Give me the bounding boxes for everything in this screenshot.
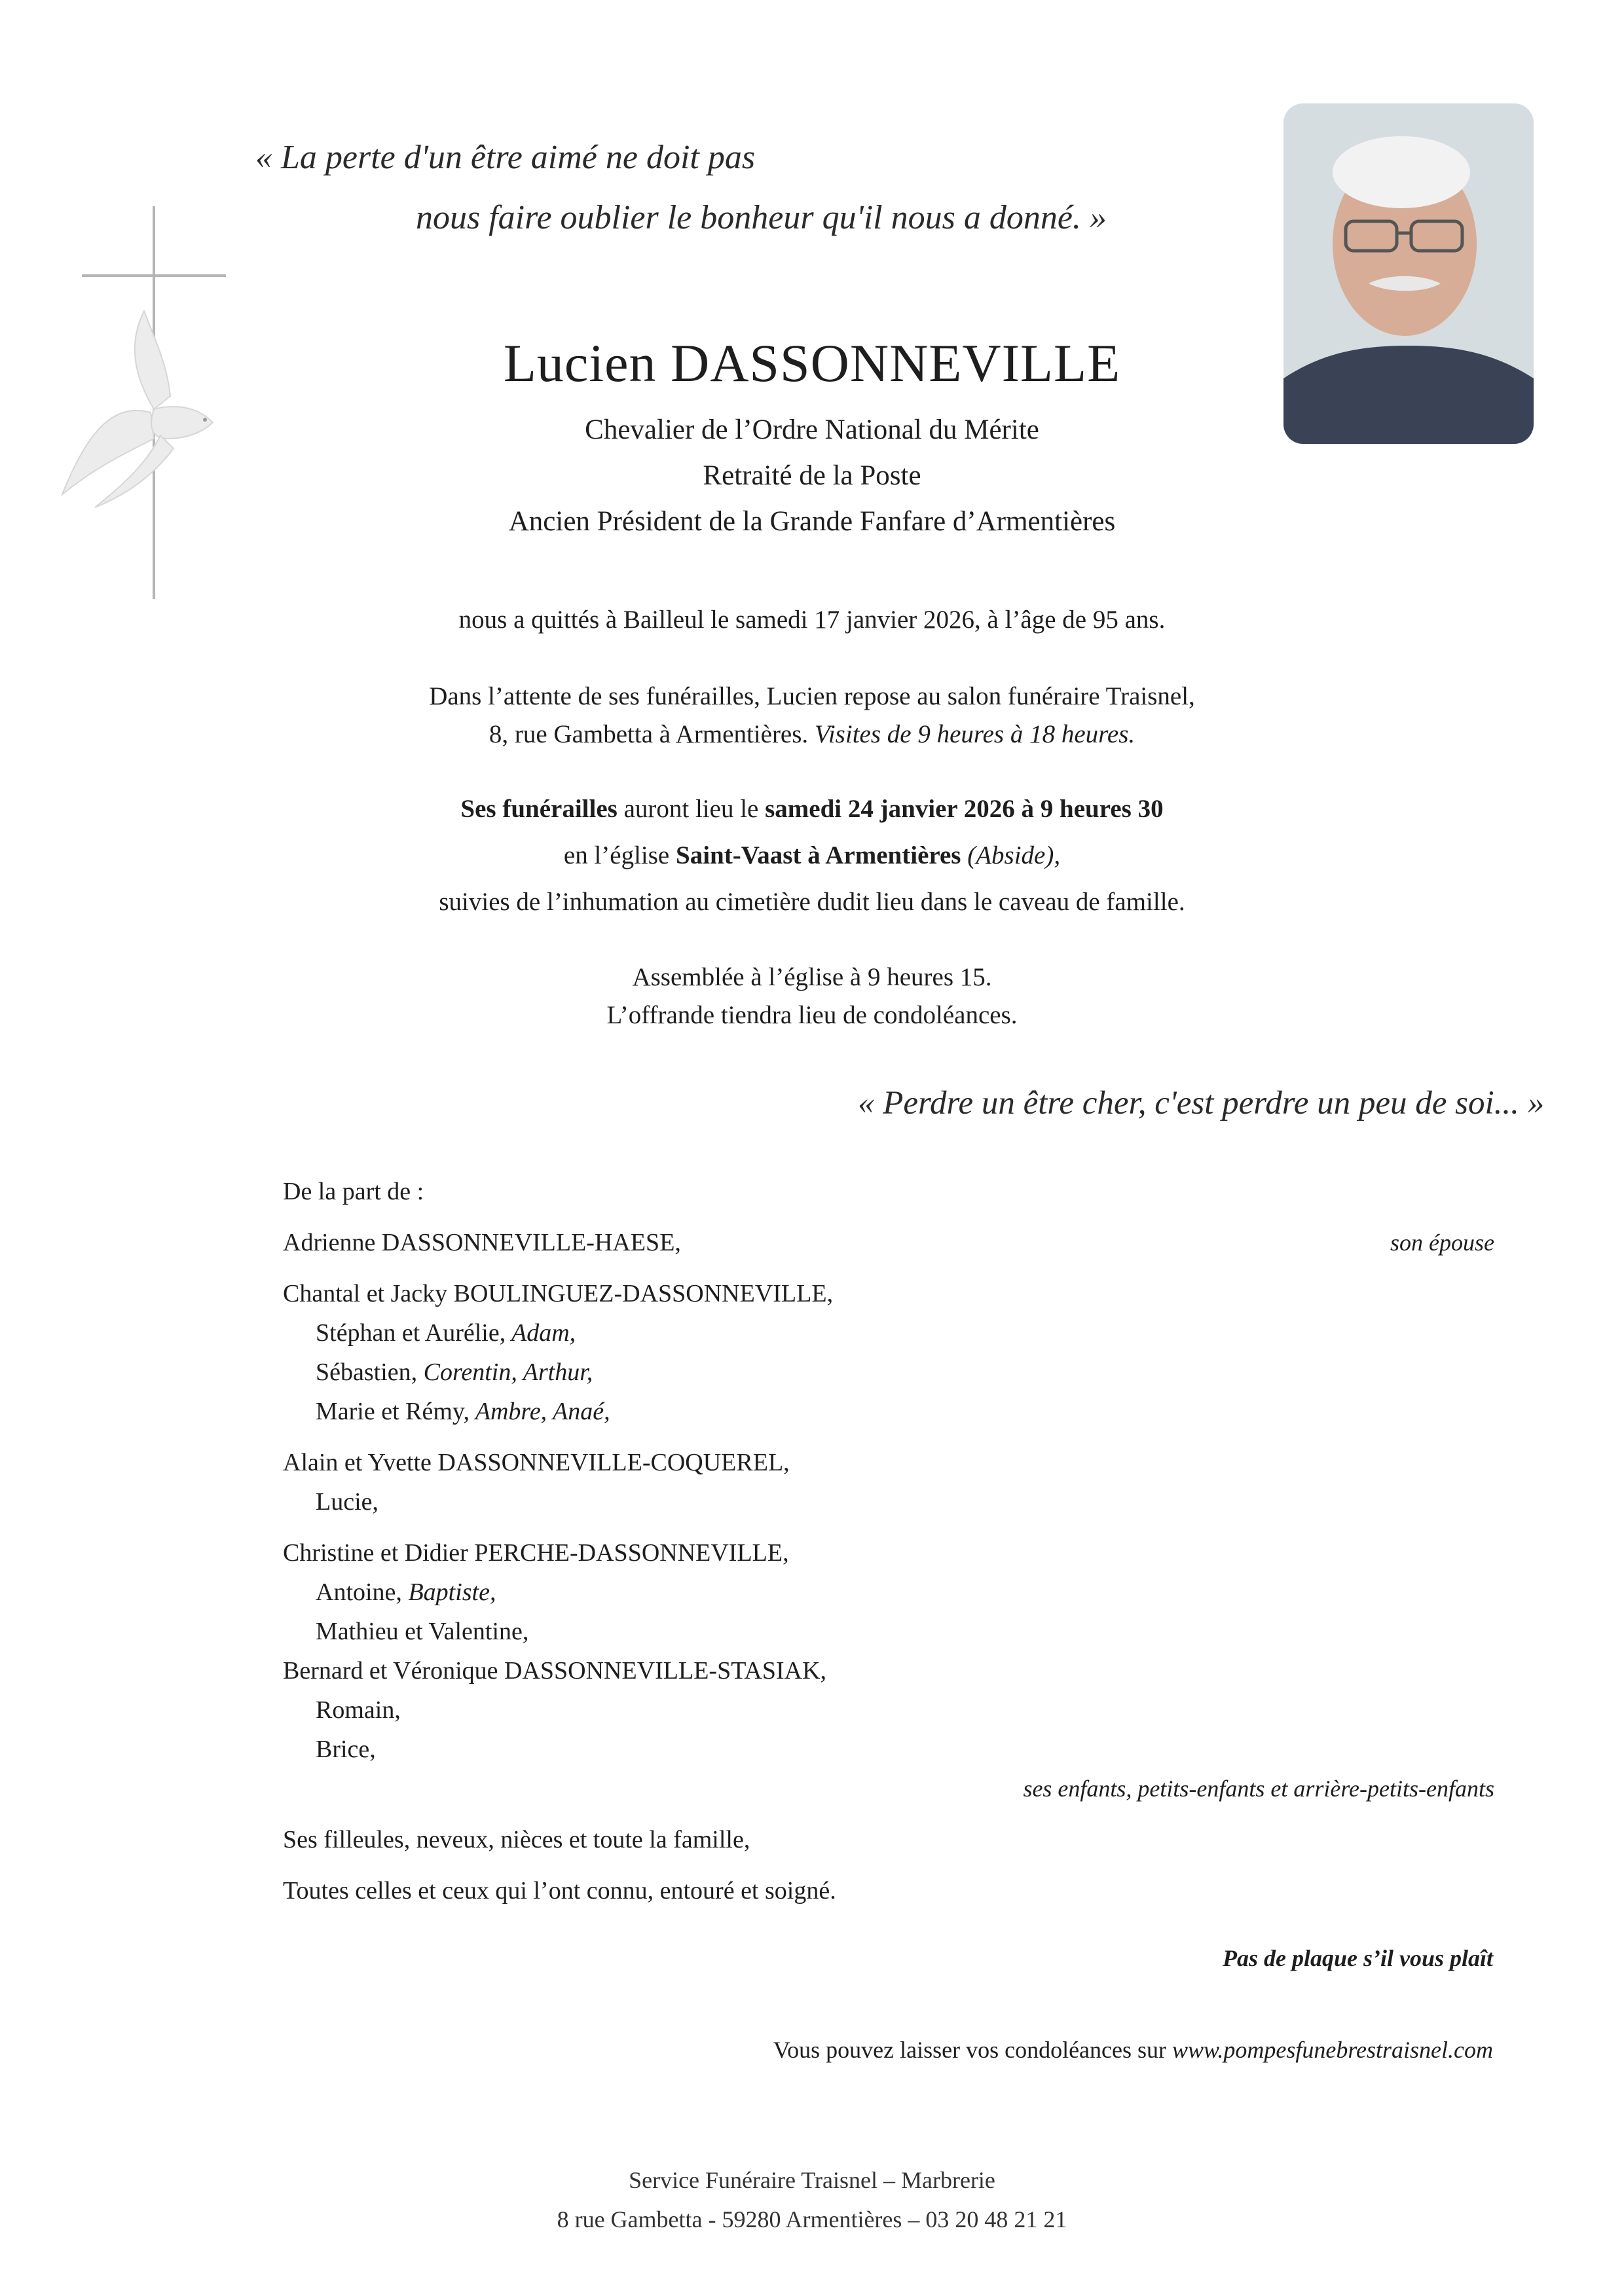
grandchild-name: Antoine, — [316, 1578, 402, 1606]
family-intro: De la part de : — [283, 1178, 424, 1205]
title-line: Ancien Président de la Grande Fanfare d’Armentières — [508, 506, 1116, 537]
bottom-quote: « Perdre un être cher, c'est perdre un peu de soi... » — [858, 1085, 1545, 1121]
footer — [0, 2160, 1624, 2239]
assembly-line1: Assemblée à l’église à 9 heures 15. — [632, 963, 992, 991]
grandchild-row: Lucie, — [316, 1488, 379, 1516]
grandchild-name: Stéphan et Aurélie, — [316, 1319, 506, 1347]
footer-company: Service Funéraire Traisnel – Marbrerie — [629, 2167, 995, 2193]
others: Toutes celles et ceux qui l’ont connu, entouré et soigné. — [283, 1877, 836, 1904]
child-family: Christine et Didier PERCHE-DASSONNEVILLE, — [283, 1539, 789, 1567]
condolences-text: Vous pouvez laisser vos condoléances sur — [773, 2037, 1173, 2063]
title-line: Chevalier de l’Ordre National du Mérite — [585, 414, 1039, 445]
footer-address: 8 rue Gambetta - 59280 Armentières – 03 20 48 21 21 — [557, 2206, 1067, 2232]
spouse-relation: son épouse — [1390, 1230, 1494, 1256]
extended-family: Ses filleules, neveux, nièces et toute la famille, — [283, 1826, 750, 1853]
grandchild-row — [283, 1353, 1494, 1392]
grandchild-row: Romain, — [316, 1696, 401, 1724]
visit-hours: Visites de 9 heures à 18 heures. — [814, 720, 1135, 748]
funeral-info — [0, 786, 1624, 925]
funeral-line1 — [0, 786, 1624, 832]
deceased-titles — [0, 407, 1624, 545]
family-list — [283, 1172, 1494, 1910]
children-relation: ses enfants, petits-enfants et arrière-petits-enfants — [1023, 1776, 1494, 1802]
condolences-note — [773, 2036, 1493, 2064]
grandchild-row: Mathieu et Valentine, — [316, 1618, 529, 1645]
great-grandchild-names: Corentin, Arthur, — [417, 1358, 593, 1386]
no-plaque-note: Pas de plaque s’il vous plaît — [1223, 1945, 1493, 1971]
grandchild-name: Sébastien, — [316, 1358, 418, 1386]
title-line: Retraité de la Poste — [703, 460, 921, 491]
child-family: Bernard et Véronique DASSONNEVILLE-STASIAK, — [283, 1657, 827, 1685]
salon-address: 8, rue Gambetta à Armentières. — [489, 720, 809, 748]
great-grandchild-names: Baptiste, — [401, 1578, 496, 1606]
grandchild-row — [283, 1313, 1494, 1353]
spouse-name: Adrienne DASSONNEVILLE-HAESE, — [283, 1229, 681, 1256]
great-grandchild-names: Adam, — [506, 1319, 576, 1347]
children-relation-row — [283, 1769, 1494, 1808]
funeral-text: auront lieu le — [617, 795, 766, 823]
church-apse: (Abside), — [961, 841, 1061, 869]
spouse-row — [283, 1223, 1494, 1262]
child-family: Alain et Yvette DASSONNEVILLE-COQUEREL, — [283, 1449, 790, 1476]
top-quote-line2: nous faire oublier le bonheur qu'il nous a donné. » — [416, 199, 1107, 236]
funeral-date: samedi 24 janvier 2026 à 9 heures 30 — [765, 795, 1164, 823]
grandchild-name: Marie et Rémy, — [316, 1398, 470, 1425]
top-quote-line1: « La perte d'un être aimé ne doit pas — [255, 139, 756, 176]
grandchild-row: Brice, — [316, 1736, 376, 1763]
grandchild-row — [283, 1573, 1494, 1612]
assembly-line2: L’offrande tiendra lieu de condoléances. — [606, 1001, 1018, 1029]
death-announcement: nous a quittés à Bailleul le samedi 17 janvier 2026, à l’âge de 95 ans. — [458, 606, 1166, 634]
salon-line2 — [0, 716, 1624, 754]
salon-line1: Dans l’attente de ses funérailles, Lucien repose au salon funéraire Traisnel, — [429, 682, 1195, 710]
top-quote — [255, 128, 1107, 248]
church-name: Saint-Vaast à Armentières — [676, 841, 961, 869]
grandchild-row — [283, 1392, 1494, 1431]
condolences-url[interactable]: www.pompesfunebrestraisnel.com — [1172, 2037, 1493, 2063]
salon-info — [0, 678, 1624, 754]
great-grandchild-names: Ambre, Anaé, — [469, 1398, 610, 1425]
child-family: Chantal et Jacky BOULINGUEZ-DASSONNEVILLE, — [283, 1280, 834, 1307]
church-prefix: en l’église — [563, 841, 676, 869]
funeral-line3: suivies de l’inhumation au cimetière dudit lieu dans le caveau de famille. — [439, 888, 1185, 916]
assembly-info — [0, 958, 1624, 1034]
cross-icon-bar — [82, 274, 226, 277]
funeral-line2 — [0, 832, 1624, 879]
deceased-name: Lucien DASSONNEVILLE — [503, 333, 1121, 393]
funeral-label: Ses funérailles — [460, 795, 618, 823]
